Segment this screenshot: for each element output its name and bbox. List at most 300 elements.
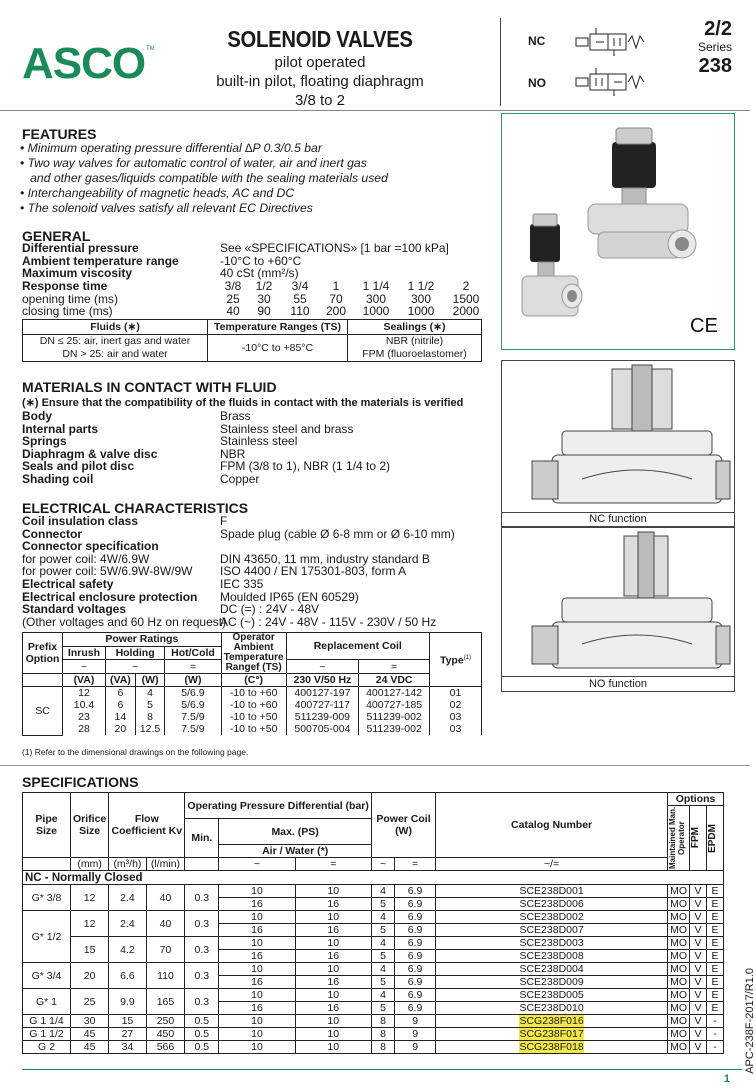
spec-cell: 10 bbox=[219, 963, 295, 976]
elec-key: Coil insulation class bbox=[22, 514, 139, 528]
spec-cell: V bbox=[690, 1015, 707, 1028]
spec-cell: 12 bbox=[71, 911, 109, 937]
power-cell: 7.5/9 bbox=[165, 711, 221, 723]
flow-header: Flow Coefficient Kv bbox=[109, 793, 185, 858]
spec-cell: 10 bbox=[295, 937, 371, 950]
spec-cell: - bbox=[707, 1041, 724, 1054]
spec-cell: 10 bbox=[219, 911, 295, 924]
feature-item: • Two way valves for automatic control of water, air and inert gas bbox=[20, 156, 367, 170]
spec-row bbox=[23, 963, 724, 976]
ac-symbol: ~ bbox=[105, 660, 164, 674]
response-key: Response time bbox=[22, 279, 108, 293]
power-ratings-table bbox=[22, 632, 482, 736]
spec-cell: 15 bbox=[71, 937, 109, 963]
spec-cell: - bbox=[707, 1028, 724, 1041]
orifice-header: Orifice Size bbox=[71, 793, 109, 858]
open-value: 1500 bbox=[452, 291, 480, 306]
unit-va: (VA) bbox=[105, 674, 135, 687]
spec-row bbox=[23, 989, 724, 1002]
power-cell: 511239-009 bbox=[286, 711, 359, 723]
holding-header: Holding bbox=[105, 646, 164, 660]
series-label: Series bbox=[697, 40, 732, 54]
options-header: Options bbox=[668, 793, 724, 806]
inrush-header: Inrush bbox=[63, 646, 106, 660]
spec-cell: 6.9 bbox=[395, 976, 436, 989]
spec-cell: 45 bbox=[71, 1028, 109, 1041]
spec-cell: 9 bbox=[395, 1015, 436, 1028]
spec-row bbox=[23, 911, 724, 924]
features-list bbox=[20, 141, 388, 216]
spec-cell: 0.5 bbox=[185, 1028, 219, 1041]
unit-c: (C°) bbox=[221, 674, 286, 687]
spec-cell: MO bbox=[668, 885, 690, 898]
no-diagram bbox=[501, 527, 735, 677]
no-cutaway-icon bbox=[502, 528, 734, 676]
close-value: 1000 bbox=[362, 304, 390, 319]
spec-cell: MO bbox=[668, 1015, 690, 1028]
spec-cell: 16 bbox=[295, 924, 371, 937]
resp-value: 1/2 bbox=[255, 279, 273, 293]
spec-cell: 0.3 bbox=[185, 885, 219, 911]
spec-cell: - bbox=[707, 1015, 724, 1028]
spec-cell: 10 bbox=[295, 1041, 371, 1054]
pipe-size-cell: G* 3/4 bbox=[23, 963, 71, 989]
spec-cell: 2.4 bbox=[109, 885, 146, 911]
spec-cell: 16 bbox=[295, 976, 371, 989]
spec-cell: MO bbox=[668, 950, 690, 963]
power-cell: -10 to +60 bbox=[221, 687, 286, 700]
catalog-header: Catalog Number bbox=[436, 793, 668, 858]
spec-cell: 10 bbox=[295, 1028, 371, 1041]
material-value: Stainless steel and brass bbox=[220, 421, 354, 436]
materials-heading: MATERIALS IN CONTACT WITH FLUID bbox=[22, 379, 277, 395]
general-value: -10°C to +60°C bbox=[220, 253, 302, 268]
spec-cell: 450 bbox=[146, 1028, 185, 1041]
spec-cell: 16 bbox=[219, 976, 295, 989]
spec-cell: MO bbox=[668, 1041, 690, 1054]
close-value: 200 bbox=[325, 304, 347, 319]
specifications-table bbox=[22, 792, 724, 1054]
no-function-caption: NO function bbox=[501, 677, 735, 692]
pipe-size-cell: G* 3/8 bbox=[23, 885, 71, 911]
elec-key: (Other voltages and 60 Hz on request) bbox=[22, 614, 227, 629]
spec-cell: V bbox=[690, 1002, 707, 1015]
power-cell: 03 bbox=[430, 723, 482, 735]
spec-cell: 27 bbox=[109, 1028, 146, 1041]
type-header: Type$^{(1)}$ bbox=[430, 633, 482, 687]
power-cell: 400727-117 bbox=[286, 699, 359, 711]
power-cell: 511239-002 bbox=[359, 723, 430, 735]
power-cell: 5/6.9 bbox=[165, 699, 221, 711]
hotcold-header: Hot/Cold bbox=[165, 646, 221, 660]
open-value: 70 bbox=[329, 291, 343, 306]
header-rule bbox=[0, 110, 750, 111]
blank bbox=[185, 858, 219, 871]
temp-header: Temperature Ranges (TS) bbox=[208, 320, 348, 335]
subtitle-1: pilot operated bbox=[274, 54, 366, 71]
power-row bbox=[23, 711, 482, 723]
section-rule bbox=[0, 765, 750, 766]
unit-w: (W) bbox=[165, 674, 221, 687]
catalog-highlight: SCG238F018 bbox=[519, 1041, 584, 1053]
prefix-sc: SC bbox=[23, 687, 63, 736]
close-value: 90 bbox=[257, 304, 271, 319]
unit-m3h: (m³/h) bbox=[109, 858, 146, 871]
catalog-highlight: SCG238F017 bbox=[519, 1028, 584, 1040]
spec-cell: 6.9 bbox=[395, 898, 436, 911]
power-cell: 5/6.9 bbox=[165, 687, 221, 700]
spec-cell: MO bbox=[668, 1002, 690, 1015]
product-photo bbox=[501, 113, 735, 350]
spec-cell: 5 bbox=[371, 950, 394, 963]
response-time-block bbox=[22, 280, 488, 318]
opd-header: Operating Pressure Differential (bar) bbox=[185, 793, 372, 819]
coil-header: Power Coil (W) bbox=[371, 793, 435, 858]
nc-diagram bbox=[501, 360, 735, 513]
spec-cell: 16 bbox=[219, 1002, 295, 1015]
spec-cell: E bbox=[707, 898, 724, 911]
spec-cell: E bbox=[707, 1002, 724, 1015]
spec-cell: 2.4 bbox=[109, 911, 146, 937]
spec-cell: 6.9 bbox=[395, 950, 436, 963]
no-label: NO bbox=[528, 76, 546, 90]
spec-cell: 5 bbox=[371, 924, 394, 937]
spec-cell: 165 bbox=[146, 989, 185, 1015]
spec-row bbox=[23, 1015, 724, 1028]
elec-value: AC (~) : 24V - 48V - 115V - 230V / 50 Hz bbox=[220, 614, 437, 629]
footnote: (1) Refer to the dimensional drawings on the following page. bbox=[22, 747, 249, 757]
power-cell: 4 bbox=[135, 687, 164, 700]
opening-key: opening time (ms) bbox=[22, 291, 119, 306]
power-cell: 20 bbox=[105, 723, 135, 735]
spec-row bbox=[23, 1041, 724, 1054]
spec-cell: 10 bbox=[219, 1028, 295, 1041]
power-cell: -10 to +50 bbox=[221, 711, 286, 723]
electrical-heading: ELECTRICAL CHARACTERISTICS bbox=[22, 500, 249, 516]
spec-cell: E bbox=[707, 989, 724, 1002]
spec-cell: V bbox=[690, 937, 707, 950]
spec-cell: 10 bbox=[295, 911, 371, 924]
general-key: Maximum viscosity bbox=[22, 266, 133, 281]
spec-cell: 0.5 bbox=[185, 1041, 219, 1054]
subtitle-2: built-in pilot, floating diaphragm bbox=[216, 73, 424, 90]
spec-cell: 0.5 bbox=[185, 1015, 219, 1028]
spec-cell: V bbox=[690, 924, 707, 937]
spec-cell: 34 bbox=[109, 1041, 146, 1054]
spec-cell: V bbox=[690, 898, 707, 911]
spec-cell: 20 bbox=[71, 963, 109, 989]
spec-cell: 16 bbox=[295, 898, 371, 911]
footer-rule bbox=[22, 1069, 742, 1070]
nc-function-caption: NC function bbox=[501, 512, 735, 527]
spec-cell: MO bbox=[668, 911, 690, 924]
catalog-number bbox=[436, 1041, 668, 1054]
catalog-number: SCE238D006 bbox=[436, 898, 668, 911]
spec-cell: 10 bbox=[295, 885, 371, 898]
spec-cell: E bbox=[707, 950, 724, 963]
document-code: APC-238F-2017/R1.0 bbox=[744, 968, 756, 1074]
resp-value: 3/8 bbox=[224, 279, 242, 293]
power-cell: 10.4 bbox=[63, 699, 106, 711]
spec-cell: 15 bbox=[109, 1015, 146, 1028]
spec-cell: E bbox=[707, 911, 724, 924]
resp-value: 1 bbox=[332, 279, 340, 293]
spec-cell: V bbox=[690, 1041, 707, 1054]
spec-cell: E bbox=[707, 976, 724, 989]
nc-label: NC bbox=[528, 34, 546, 48]
material-key: Shading coil bbox=[22, 471, 94, 486]
page-title: SOLENOID VALVES bbox=[227, 26, 413, 52]
catalog-number bbox=[436, 1028, 668, 1041]
voltage-24: 24 VDC bbox=[359, 674, 430, 687]
spec-cell: 10 bbox=[219, 885, 295, 898]
prefix-header: Prefix Option bbox=[23, 633, 63, 674]
spec-row bbox=[23, 885, 724, 898]
spec-cell: 16 bbox=[219, 898, 295, 911]
power-cell: 400727-185 bbox=[359, 699, 430, 711]
open-value: 30 bbox=[257, 291, 271, 306]
nc-group-label: NC - Normally Closed bbox=[23, 871, 724, 885]
catalog-number: SCE238D004 bbox=[436, 963, 668, 976]
pipe-size-cell: G* 1/2 bbox=[23, 911, 71, 963]
header-title-block bbox=[200, 26, 440, 110]
spec-cell: V bbox=[690, 885, 707, 898]
power-row bbox=[23, 687, 482, 700]
resp-value: 3/4 bbox=[291, 279, 309, 293]
open-value: 300 bbox=[410, 291, 432, 306]
seal-1: NBR (nitrile) bbox=[385, 335, 444, 347]
power-cell: 14 bbox=[105, 711, 135, 723]
materials-note: (∗) Ensure that the compatibility of the fluids in contact with the materials is verified bbox=[22, 397, 464, 409]
power-cell: 5 bbox=[135, 699, 164, 711]
catalog-number: SCE238D010 bbox=[436, 1002, 668, 1015]
elec-value: ISO 4400 / EN 175301-803, form A bbox=[220, 564, 407, 579]
spec-cell: 0.3 bbox=[185, 989, 219, 1015]
pipe-size-cell: G 1 1/4 bbox=[23, 1015, 71, 1028]
resp-value: 2 bbox=[462, 279, 470, 293]
ambient-header: Operator Ambient Temperature Rangef (TS) bbox=[221, 633, 286, 674]
spec-cell: 110 bbox=[146, 963, 185, 989]
elec-key: Electrical safety bbox=[22, 576, 114, 591]
unit-va: (VA) bbox=[63, 674, 106, 687]
ac-symbol: ~ bbox=[371, 858, 394, 871]
spec-cell: MO bbox=[668, 963, 690, 976]
spec-cell: V bbox=[690, 911, 707, 924]
general-list bbox=[22, 242, 449, 280]
material-key: Springs bbox=[22, 434, 67, 449]
spec-cell: 40 bbox=[146, 911, 185, 937]
spec-cell: 4.2 bbox=[109, 937, 146, 963]
spec-cell: 6.9 bbox=[395, 885, 436, 898]
spec-row bbox=[23, 937, 724, 950]
spec-row bbox=[23, 1028, 724, 1041]
power-cell: 6 bbox=[105, 687, 135, 700]
catalog-number bbox=[436, 1015, 668, 1028]
elec-key: Connector bbox=[22, 526, 82, 541]
spec-cell: 10 bbox=[295, 1015, 371, 1028]
material-value: NBR bbox=[220, 446, 246, 461]
spec-cell: 45 bbox=[71, 1041, 109, 1054]
spec-cell: 40 bbox=[146, 885, 185, 911]
spec-cell: 9 bbox=[395, 1028, 436, 1041]
power-cell: 12 bbox=[63, 687, 106, 700]
spec-cell: 6.9 bbox=[395, 1002, 436, 1015]
valve-symbol-icon bbox=[572, 28, 652, 100]
spec-cell: 566 bbox=[146, 1041, 185, 1054]
catalog-number: SCE238D001 bbox=[436, 885, 668, 898]
power-row bbox=[23, 699, 482, 711]
close-value: 2000 bbox=[452, 304, 480, 319]
fluids-header: Fluids (∗) bbox=[23, 320, 208, 335]
specifications-heading: SPECIFICATIONS bbox=[22, 774, 139, 790]
spec-cell: 10 bbox=[219, 937, 295, 950]
spec-cell: MO bbox=[668, 937, 690, 950]
unit-w: (W) bbox=[135, 674, 164, 687]
spec-cell: 6.9 bbox=[395, 989, 436, 1002]
general-value: 40 cSt (mm²/s) bbox=[220, 266, 299, 281]
ac-symbol: ~ bbox=[219, 858, 295, 871]
pipe-size-cell: G 1 1/2 bbox=[23, 1028, 71, 1041]
catalog-number: SCE238D007 bbox=[436, 924, 668, 937]
subtitle-3: 3/8 to 2 bbox=[294, 92, 346, 109]
spec-cell: 16 bbox=[295, 950, 371, 963]
power-cell: 23 bbox=[63, 711, 106, 723]
spec-cell: 16 bbox=[295, 1002, 371, 1015]
power-cell: -10 to +60 bbox=[221, 699, 286, 711]
power-cell: 12.5 bbox=[135, 723, 164, 735]
power-cell: 8 bbox=[135, 711, 164, 723]
spec-cell: 8 bbox=[371, 1015, 394, 1028]
spec-cell: V bbox=[690, 963, 707, 976]
close-value: 40 bbox=[226, 304, 240, 319]
spec-cell: V bbox=[690, 989, 707, 1002]
general-value: See «SPECIFICATIONS» [1 bar =100 kPa] bbox=[220, 241, 449, 255]
power-cell: 400127-197 bbox=[286, 687, 359, 700]
airwater-header: Air / Water (*) bbox=[219, 845, 372, 858]
ce-mark: CE bbox=[690, 315, 718, 337]
spec-cell: 6.6 bbox=[109, 963, 146, 989]
spec-cell: E bbox=[707, 885, 724, 898]
spec-cell: V bbox=[690, 950, 707, 963]
spec-cell: MO bbox=[668, 989, 690, 1002]
spec-cell: 4 bbox=[371, 937, 394, 950]
catalog-number: SCE238D005 bbox=[436, 989, 668, 1002]
spec-cell: 16 bbox=[219, 950, 295, 963]
series-block bbox=[698, 18, 732, 78]
spec-cell: 6.9 bbox=[395, 924, 436, 937]
elec-key: for power coil: 4W/6.9W bbox=[22, 551, 150, 566]
spec-cell: 30 bbox=[71, 1015, 109, 1028]
spec-cell: 5 bbox=[371, 898, 394, 911]
seal-2: FPM (fluoroelastomer) bbox=[362, 348, 467, 360]
feature-item: and other gases/liquids compatible with the sealing materials used bbox=[20, 171, 388, 185]
spec-cell: 10 bbox=[295, 963, 371, 976]
elec-key: Electrical enclosure protection bbox=[22, 589, 198, 604]
seal-cell bbox=[348, 335, 482, 362]
spec-cell: E bbox=[707, 963, 724, 976]
spec-cell: 4 bbox=[371, 963, 394, 976]
fluids-table bbox=[22, 319, 482, 362]
spec-cell: E bbox=[707, 937, 724, 950]
page-number: 1 bbox=[723, 1073, 730, 1085]
spec-cell: 16 bbox=[219, 924, 295, 937]
catalog-number: SCE238D008 bbox=[436, 950, 668, 963]
spec-cell: 5 bbox=[371, 1002, 394, 1015]
material-key: Seals and pilot disc bbox=[22, 459, 135, 474]
material-key: Internal parts bbox=[22, 421, 99, 436]
materials-list bbox=[22, 410, 390, 486]
spec-cell: 0.3 bbox=[185, 963, 219, 989]
epdm-header: EPDM bbox=[707, 823, 718, 853]
general-key: Ambient temperature range bbox=[22, 253, 179, 268]
dc-symbol: = bbox=[165, 660, 221, 674]
catalog-number: SCE238D002 bbox=[436, 911, 668, 924]
valve-photo-icon bbox=[502, 114, 734, 349]
fluids-cell bbox=[23, 335, 208, 362]
power-cell: 500705-004 bbox=[286, 723, 359, 735]
material-value: FPM (3/8 to 1), NBR (1 1/4 to 2) bbox=[220, 459, 391, 474]
nc-cutaway-icon bbox=[502, 361, 734, 512]
min-header: Min. bbox=[185, 819, 219, 858]
power-cell: 01 bbox=[430, 687, 482, 700]
spec-cell: 0.3 bbox=[185, 911, 219, 937]
spec-cell: 8 bbox=[371, 1041, 394, 1054]
spec-cell: 4 bbox=[371, 911, 394, 924]
power-cell: -10 to +50 bbox=[221, 723, 286, 735]
spec-cell: 6.9 bbox=[395, 963, 436, 976]
dc-symbol: = bbox=[295, 858, 371, 871]
pipe-size-cell: G 2 bbox=[23, 1041, 71, 1054]
open-value: 25 bbox=[226, 291, 240, 306]
material-key: Body bbox=[22, 409, 52, 423]
closing-key: closing time (ms) bbox=[22, 304, 113, 319]
spec-cell: 6.9 bbox=[395, 911, 436, 924]
max-header: Max. (PS) bbox=[219, 819, 372, 845]
spec-cell: MO bbox=[668, 1028, 690, 1041]
resp-value: 1 1/2 bbox=[407, 279, 435, 293]
elec-value: DC (=) : 24V - 48V bbox=[220, 602, 320, 617]
elec-key: Connector specification bbox=[22, 539, 159, 554]
seal-header: Sealings (∗) bbox=[348, 320, 482, 335]
features-heading: FEATURES bbox=[22, 126, 97, 142]
spec-cell: 25 bbox=[71, 989, 109, 1015]
power-row bbox=[23, 723, 482, 735]
unit-mm: (mm) bbox=[71, 858, 109, 871]
series-number: 2/2 bbox=[704, 18, 732, 40]
spec-cell: 9.9 bbox=[109, 989, 146, 1015]
catalog-number: SCE238D009 bbox=[436, 976, 668, 989]
catalog-number: SCE238D003 bbox=[436, 937, 668, 950]
spec-cell: 12 bbox=[71, 885, 109, 911]
fluid-1: DN ≤ 25: air, inert gas and water bbox=[39, 335, 191, 347]
spec-cell: V bbox=[690, 976, 707, 989]
spec-cell: 250 bbox=[146, 1015, 185, 1028]
spec-cell: 4 bbox=[371, 885, 394, 898]
fpm-header: FPM bbox=[690, 827, 701, 849]
material-value: Brass bbox=[220, 409, 251, 423]
logo-tm: TM bbox=[146, 46, 155, 52]
spec-cell: E bbox=[707, 924, 724, 937]
feature-item: • Interchangeability of magnetic heads, AC and DC bbox=[20, 186, 295, 200]
elec-key: for power coil: 5W/6.9W-8W/9W bbox=[22, 564, 193, 579]
elec-value: Moulded IP65 (EN 60529) bbox=[220, 589, 359, 604]
replacement-header: Replacement Coil bbox=[286, 633, 429, 660]
blank bbox=[23, 858, 71, 871]
feature-item: • Minimum operating pressure differential ∆P 0.3/0.5 bar bbox=[20, 141, 322, 155]
close-value: 1000 bbox=[407, 304, 435, 319]
elec-value: F bbox=[220, 514, 228, 528]
spec-cell: MO bbox=[668, 924, 690, 937]
